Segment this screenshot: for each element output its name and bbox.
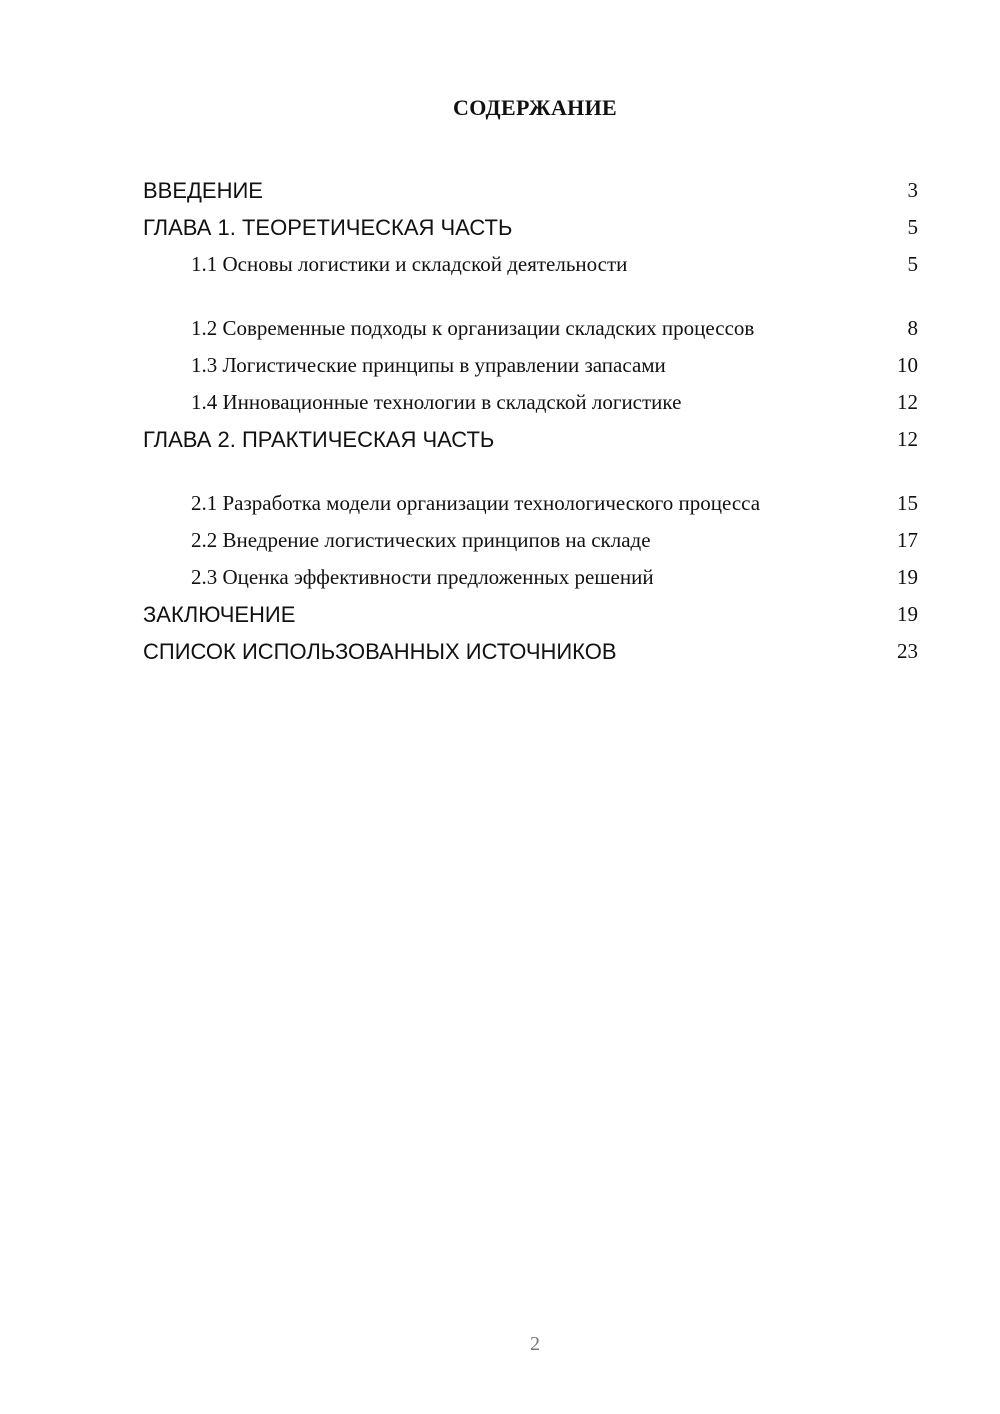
toc-entry-section-1-1[interactable] [143, 243, 918, 280]
toc-entry-page: 8 [907, 316, 918, 340]
toc-entry-label: 2.2 Внедрение логистических принципов на складе [191, 528, 651, 552]
toc-entry-page: 5 [907, 215, 918, 239]
toc-entry-introduction[interactable] [143, 169, 918, 206]
toc-entry-section-2-2[interactable] [143, 519, 918, 556]
toc-entry-label: ЗАКЛЮЧЕНИЕ [143, 602, 296, 627]
toc-entry-chapter-1[interactable] [143, 206, 918, 243]
toc-entry-label: ВВЕДЕНИЕ [143, 178, 263, 203]
toc-entry-chapter-2[interactable] [143, 418, 918, 455]
toc-entry-page: 3 [907, 178, 918, 202]
toc-entry-section-1-2[interactable] [143, 280, 918, 344]
toc-entry-section-2-1[interactable] [143, 455, 918, 519]
toc-entry-page: 12 [897, 427, 918, 451]
page-title: СОДЕРЖАНИЕ [453, 95, 617, 120]
toc-entry-label: 2.3 Оценка эффективности предложенных решений [191, 565, 654, 589]
page-number: 2 [530, 1333, 540, 1355]
toc-entry-label: ГЛАВА 1. ТЕОРЕТИЧЕСКАЯ ЧАСТЬ [143, 215, 513, 240]
table-of-contents [143, 169, 918, 667]
toc-entry-page: 15 [897, 491, 918, 515]
toc-entry-references[interactable] [143, 630, 918, 667]
toc-entry-label: СПИСОК ИСПОЛЬЗОВАННЫХ ИСТОЧНИКОВ [143, 639, 617, 664]
toc-entry-page: 17 [897, 528, 918, 552]
toc-entry-section-1-3[interactable] [143, 344, 918, 381]
toc-entry-label: 2.1 Разработка модели организации технологического процесса [191, 491, 761, 515]
toc-entry-page: 10 [897, 353, 918, 377]
toc-entry-label: 1.2 Современные подходы к организации складских процессов [191, 316, 755, 340]
toc-entry-label: 1.4 Инновационные технологии в складской логистике [191, 390, 682, 414]
toc-entry-label: ГЛАВА 2. ПРАКТИЧЕСКАЯ ЧАСТЬ [143, 427, 495, 452]
toc-entry-section-1-4[interactable] [143, 381, 918, 418]
toc-entry-label: 1.3 Логистические принципы в управлении запасами [191, 353, 666, 377]
toc-entry-conclusion[interactable] [143, 593, 918, 630]
toc-entry-label: 1.1 Основы логистики и складской деятельности [191, 252, 628, 276]
toc-entry-page: 19 [897, 602, 918, 626]
toc-entry-page: 19 [897, 565, 918, 589]
toc-entry-page: 23 [897, 639, 918, 663]
toc-entry-page: 12 [897, 390, 918, 414]
toc-entry-page: 5 [907, 252, 918, 276]
toc-entry-section-2-3[interactable] [143, 556, 918, 593]
